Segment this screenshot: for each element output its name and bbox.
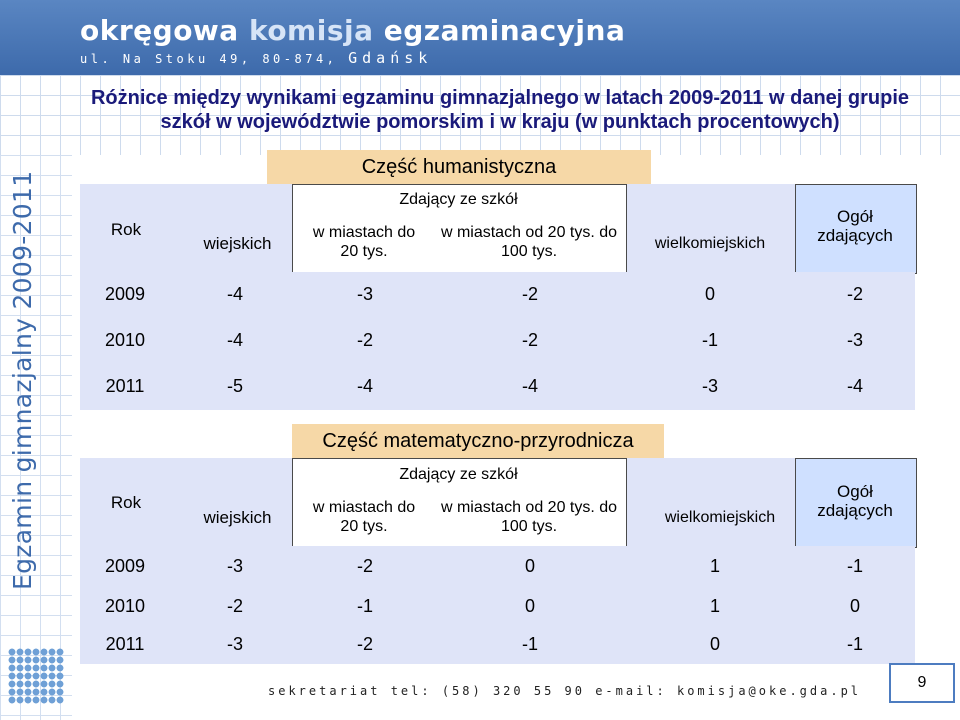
- footer-contact: sekretariat tel: (58) 320 55 90 e-mail: komisja@oke.gda.pl: [268, 684, 862, 698]
- logo: [80, 14, 625, 47]
- cell-wielkomiejskich: 0: [704, 284, 715, 304]
- header-wielkomiejskich: wielkomiejskich: [654, 235, 766, 252]
- table-row: [80, 364, 915, 410]
- header-rok: Rok: [110, 220, 142, 239]
- page-number: 9: [889, 663, 955, 703]
- cell-ogol: -1: [846, 634, 863, 654]
- header-miasta-100: w miastach od 20 tys. do 100 tys.: [440, 224, 618, 260]
- cell-miasta-100: -1: [521, 634, 538, 654]
- header-miasta-100: w miastach od 20 tys. do 100 tys.: [440, 499, 618, 535]
- cell-miasta-100: -4: [521, 376, 538, 396]
- cell-ogol: -1: [846, 556, 863, 576]
- cell-wielkomiejskich: 1: [709, 556, 720, 576]
- cell-miasta-100: -2: [521, 330, 538, 350]
- cell-miasta-20: -1: [356, 596, 373, 616]
- cell-wielkomiejskich: -3: [701, 376, 718, 396]
- cell-miasta-100: -2: [521, 284, 538, 304]
- header-wielkomiejskich: wielkomiejskich: [664, 509, 776, 526]
- cell-miasta-20: -4: [356, 376, 373, 396]
- cell-wiejskich: -3: [226, 556, 243, 576]
- dots-decoration-icon: [8, 648, 64, 704]
- cell-ogol: -4: [846, 376, 863, 396]
- address-street: ul. Na Stoku 49, 80-874,: [80, 52, 349, 66]
- cell-year: 2009: [104, 556, 146, 576]
- table-row: [80, 272, 915, 318]
- address: [80, 49, 432, 67]
- cell-year: 2010: [104, 330, 146, 350]
- table-row: [80, 586, 915, 626]
- cell-wielkomiejskich: -1: [701, 330, 718, 350]
- slide-title-line-1: Różnice między wynikami egzaminu gimnazjalnego w latach 2009-2011 w danej grupie: [90, 87, 910, 109]
- cell-year: 2010: [104, 596, 146, 616]
- cell-year: 2011: [105, 376, 145, 396]
- cell-miasta-100: 0: [524, 556, 535, 576]
- cell-year: 2009: [104, 284, 146, 304]
- cell-miasta-20: -2: [356, 634, 373, 654]
- header-group-szkol: Zdający ze szkół: [399, 191, 518, 208]
- cell-wiejskich: -2: [226, 596, 243, 616]
- section-banner-math-science: Część matematyczno-przyrodnicza: [292, 424, 664, 458]
- cell-miasta-20: -2: [356, 330, 373, 350]
- header-wiejskich: wiejskich: [203, 234, 272, 253]
- header-banner: [0, 0, 960, 75]
- header-rok: Rok: [110, 493, 142, 512]
- sidebar-vertical-text: Egzamin gimnazjalny 2009-2011: [8, 170, 37, 590]
- cell-wiejskich: -4: [226, 284, 243, 304]
- cell-wielkomiejskich: 1: [709, 596, 720, 616]
- logo-part-3: egzaminacyjna: [383, 14, 626, 47]
- section-banner-humanistic: Część humanistyczna: [267, 150, 651, 184]
- cell-ogol: 0: [849, 596, 860, 616]
- cell-wiejskich: -5: [226, 376, 243, 396]
- table-row: [80, 546, 915, 586]
- table-row: [80, 318, 915, 364]
- cell-year: 2011: [105, 634, 145, 654]
- cell-ogol: -3: [846, 330, 863, 350]
- slide-title-line-2: szkół w województwie pomorskim i w kraju (w punktach procentowych): [160, 111, 840, 133]
- cell-wiejskich: -3: [226, 634, 243, 654]
- header-miasta-20: w miastach do 20 tys.: [312, 224, 416, 260]
- header-miasta-20: w miastach do 20 tys.: [312, 499, 416, 535]
- header-group-szkol: Zdający ze szkół: [399, 466, 518, 483]
- logo-part-1: okręgowa: [80, 14, 249, 47]
- header-wiejskich: wiejskich: [203, 508, 272, 527]
- table-row: [80, 626, 915, 664]
- cell-miasta-20: -3: [356, 284, 373, 304]
- cell-wiejskich: -4: [226, 330, 243, 350]
- slide-title: [40, 86, 960, 134]
- address-city: Gdańsk: [348, 49, 433, 67]
- cell-ogol: -2: [846, 284, 863, 304]
- cell-miasta-100: 0: [524, 596, 535, 616]
- logo-part-2: komisja: [248, 14, 384, 47]
- cell-miasta-20: -2: [356, 556, 373, 576]
- cell-wielkomiejskich: 0: [709, 634, 720, 654]
- header-ogol: Ogół zdających: [817, 482, 893, 520]
- header-ogol: Ogół zdających: [817, 207, 893, 245]
